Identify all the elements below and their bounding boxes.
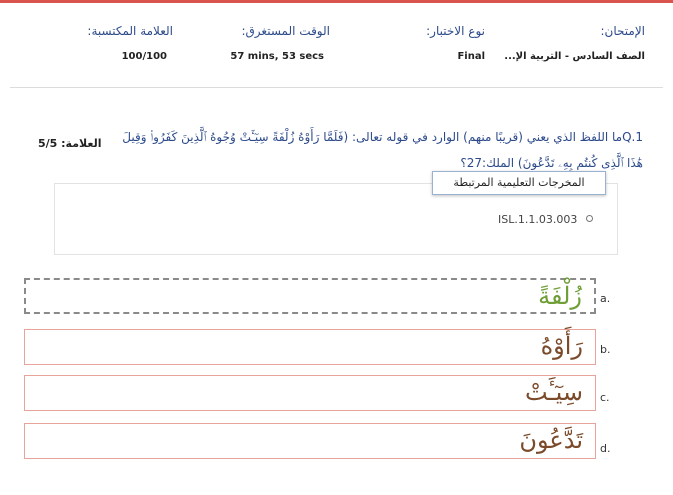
exam-type-label: نوع الاختبار:: [426, 24, 485, 38]
answer-option-d[interactable]: [24, 423, 596, 459]
answer-option-c[interactable]: [24, 375, 596, 411]
option-text: رَأَوْهُ: [540, 332, 583, 360]
circle-bullet-icon: [586, 215, 593, 222]
answer-option-b[interactable]: [24, 329, 596, 365]
exam-label: الإمتحان:: [600, 24, 645, 38]
question-body: ما اللفظ الذي يعني (قريبًا منهم) الوارد في قوله تعالى: (فَلَمَّا رَأَوْهُ زُلْفَةً سِيٓـَٔتْ وُجُوهُ ٱلَّذِينَ كَفَرُوا۟ وَقِيلَ هَٰذَا ٱلَّذِى كُنتُم بِهِۦ تَدَّعُونَ) الملك:27؟: [122, 130, 643, 170]
option-letter-a: a.: [600, 292, 611, 305]
answer-option-a[interactable]: [24, 278, 596, 314]
time-taken-label: الوقت المستغرق:: [241, 24, 330, 38]
option-text: تَدَّعُونَ: [519, 426, 583, 454]
question-score: العلامة: 5/5: [38, 137, 102, 150]
question-number: Q.1: [622, 130, 643, 144]
exam-value: الصف السادس - التربية الإ...: [504, 51, 645, 62]
top-accent-line: [0, 0, 673, 3]
question-text: [113, 124, 643, 176]
earned-score-label: العلامة المكتسبة:: [87, 24, 173, 38]
option-text: زُلْفَةً: [538, 282, 582, 310]
option-text: سِيٓـَٔتْ: [525, 378, 583, 406]
time-taken-value: 57 mins, 53 secs: [230, 51, 324, 62]
exam-type-value: Final: [457, 51, 485, 62]
header-divider: [10, 87, 663, 88]
learning-outcomes-title[interactable]: المخرجات التعليمية المرتبطة: [432, 171, 606, 195]
option-letter-b: b.: [600, 343, 611, 356]
learning-outcome-item: ISL.1.1.03.003: [498, 213, 578, 226]
earned-score-value: 100/100: [121, 51, 167, 62]
option-letter-c: c.: [600, 391, 610, 404]
option-letter-d: d.: [600, 442, 611, 455]
